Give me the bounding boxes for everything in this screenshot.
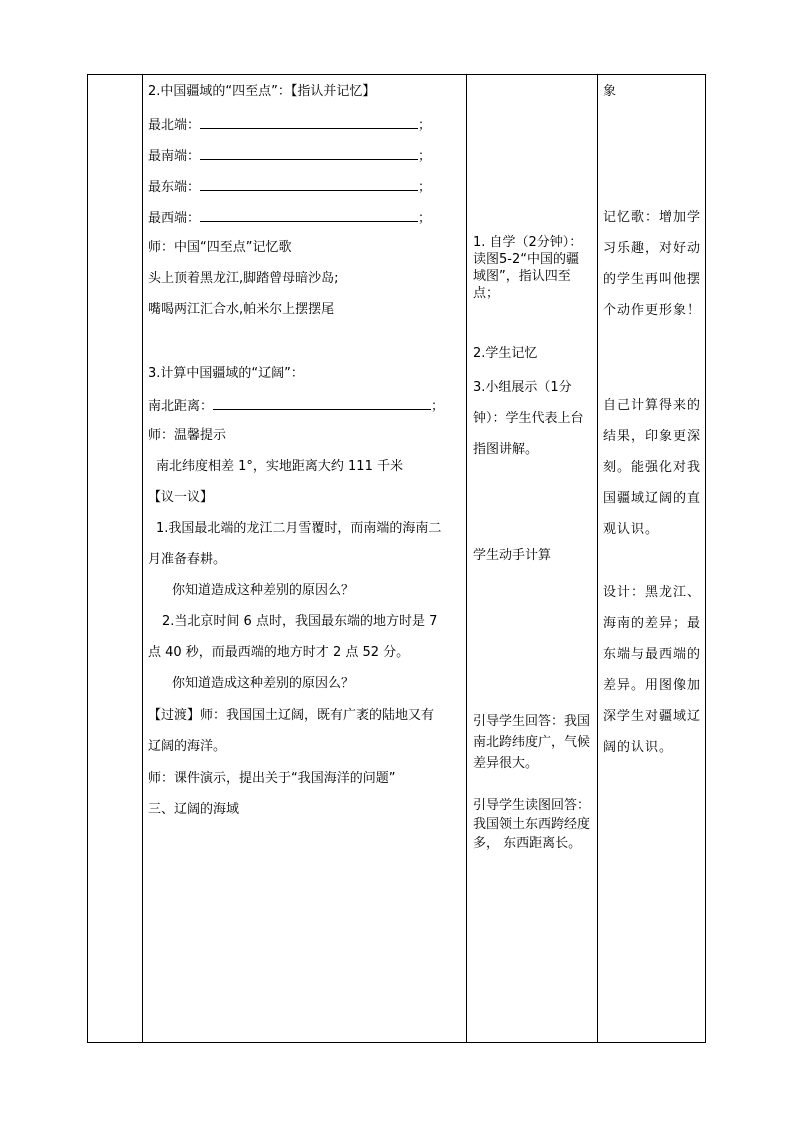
song-line: 嘴喝两江汇合水,帕米尔上摆摆尾 bbox=[148, 302, 335, 317]
question-2-cont: 点 40 秒，而最西端的地方时才 2 点 52 分。 bbox=[148, 645, 410, 660]
question-1-cont: 月准备春耕。 bbox=[148, 552, 227, 567]
blank-end: ； bbox=[418, 180, 432, 195]
blank-end: ； bbox=[418, 211, 432, 226]
column-divider bbox=[597, 75, 598, 1042]
song-note: 记忆歌：增加学习乐趣，对好动的学生再叫他摆个动作更形象！ bbox=[603, 210, 702, 318]
east-label: 最东端： bbox=[148, 180, 201, 195]
calc-note: 自己计算得来的结果，印象更深刻。能强化对我国疆域辽阔的直观认识。 bbox=[603, 398, 702, 537]
west-label: 最西端： bbox=[148, 211, 201, 226]
tip-text: 南北纬度相差 1°，实地距离大约 111 千米 bbox=[156, 459, 403, 474]
design-note: 设计：黑龙江、海南的差异；最东端与最西端的差异。用图像加深学生对疆域辽阔的认识。 bbox=[603, 585, 702, 755]
south-label: 最南端： bbox=[148, 149, 201, 164]
guide-answer-2: 引导学生读图回答：我国领土东西跨经度多， 东西距离长。 bbox=[473, 798, 591, 851]
transition-cont: 辽阔的海洋。 bbox=[148, 739, 227, 754]
guide-answer-1: 引导学生回答：我国南北跨纬度广，气候差异很大。 bbox=[473, 714, 591, 771]
ns-distance-label: 南北距离： bbox=[148, 399, 214, 414]
ns-distance-blank bbox=[213, 397, 431, 410]
song-line: 头上顶着黑龙江,脚踏曾母暗沙岛; bbox=[148, 271, 339, 286]
north-blank bbox=[200, 116, 418, 129]
top-char: 象 bbox=[603, 84, 617, 99]
discuss-title: 【议一议】 bbox=[148, 490, 214, 505]
self-study: 1. 自学（2分钟）：读图5-2“中国的疆域图”，指认四至点； bbox=[473, 235, 583, 301]
calculate: 学生动手计算 bbox=[473, 548, 552, 563]
question-1: 1.我国最北端的龙江二月雪覆时，而南端的海南二 bbox=[156, 521, 442, 536]
blank-end: ； bbox=[431, 399, 445, 414]
calc-heading: 3.计算中国疆域的“辽阔”： bbox=[148, 366, 304, 381]
song-title: 师：中国“四至点”记忆歌 bbox=[148, 240, 292, 255]
column-divider bbox=[142, 75, 143, 1042]
four-extremes-heading: 2.中国疆域的“四至点”：【指认并记忆】 bbox=[148, 84, 376, 99]
west-extreme-row bbox=[148, 209, 431, 227]
north-label: 最北端： bbox=[148, 118, 201, 133]
question-2: 2.当北京时间 6 点时，我国最东端的地方时是 7 bbox=[162, 614, 438, 629]
transition: 【过渡】师：我国国土辽阔，既有广袤的陆地又有 bbox=[148, 708, 435, 723]
memorize: 2.学生记忆 bbox=[473, 346, 538, 361]
blank-end: ； bbox=[418, 149, 432, 164]
ns-distance-row bbox=[148, 397, 444, 415]
west-blank bbox=[200, 209, 418, 222]
south-blank bbox=[200, 147, 418, 160]
tip-title: 师：温馨提示 bbox=[148, 428, 227, 443]
east-blank bbox=[200, 178, 418, 191]
question-2-reason: 你知道造成这种差别的原因么？ bbox=[172, 676, 355, 691]
section-three-heading: 三、辽阔的海域 bbox=[148, 802, 240, 817]
south-extreme-row bbox=[148, 147, 431, 165]
east-extreme-row bbox=[148, 178, 431, 196]
column-divider bbox=[466, 75, 467, 1042]
group-show: 3.小组展示（1分钟）：学生代表上台指图讲解。 bbox=[473, 380, 584, 457]
question-1-reason: 你知道造成这种差别的原因么？ bbox=[172, 583, 355, 598]
north-extreme-row bbox=[148, 116, 431, 134]
blank-end: ； bbox=[418, 118, 432, 133]
courseware-note: 师：课件演示，提出关于“我国海洋的问题” bbox=[148, 771, 396, 786]
